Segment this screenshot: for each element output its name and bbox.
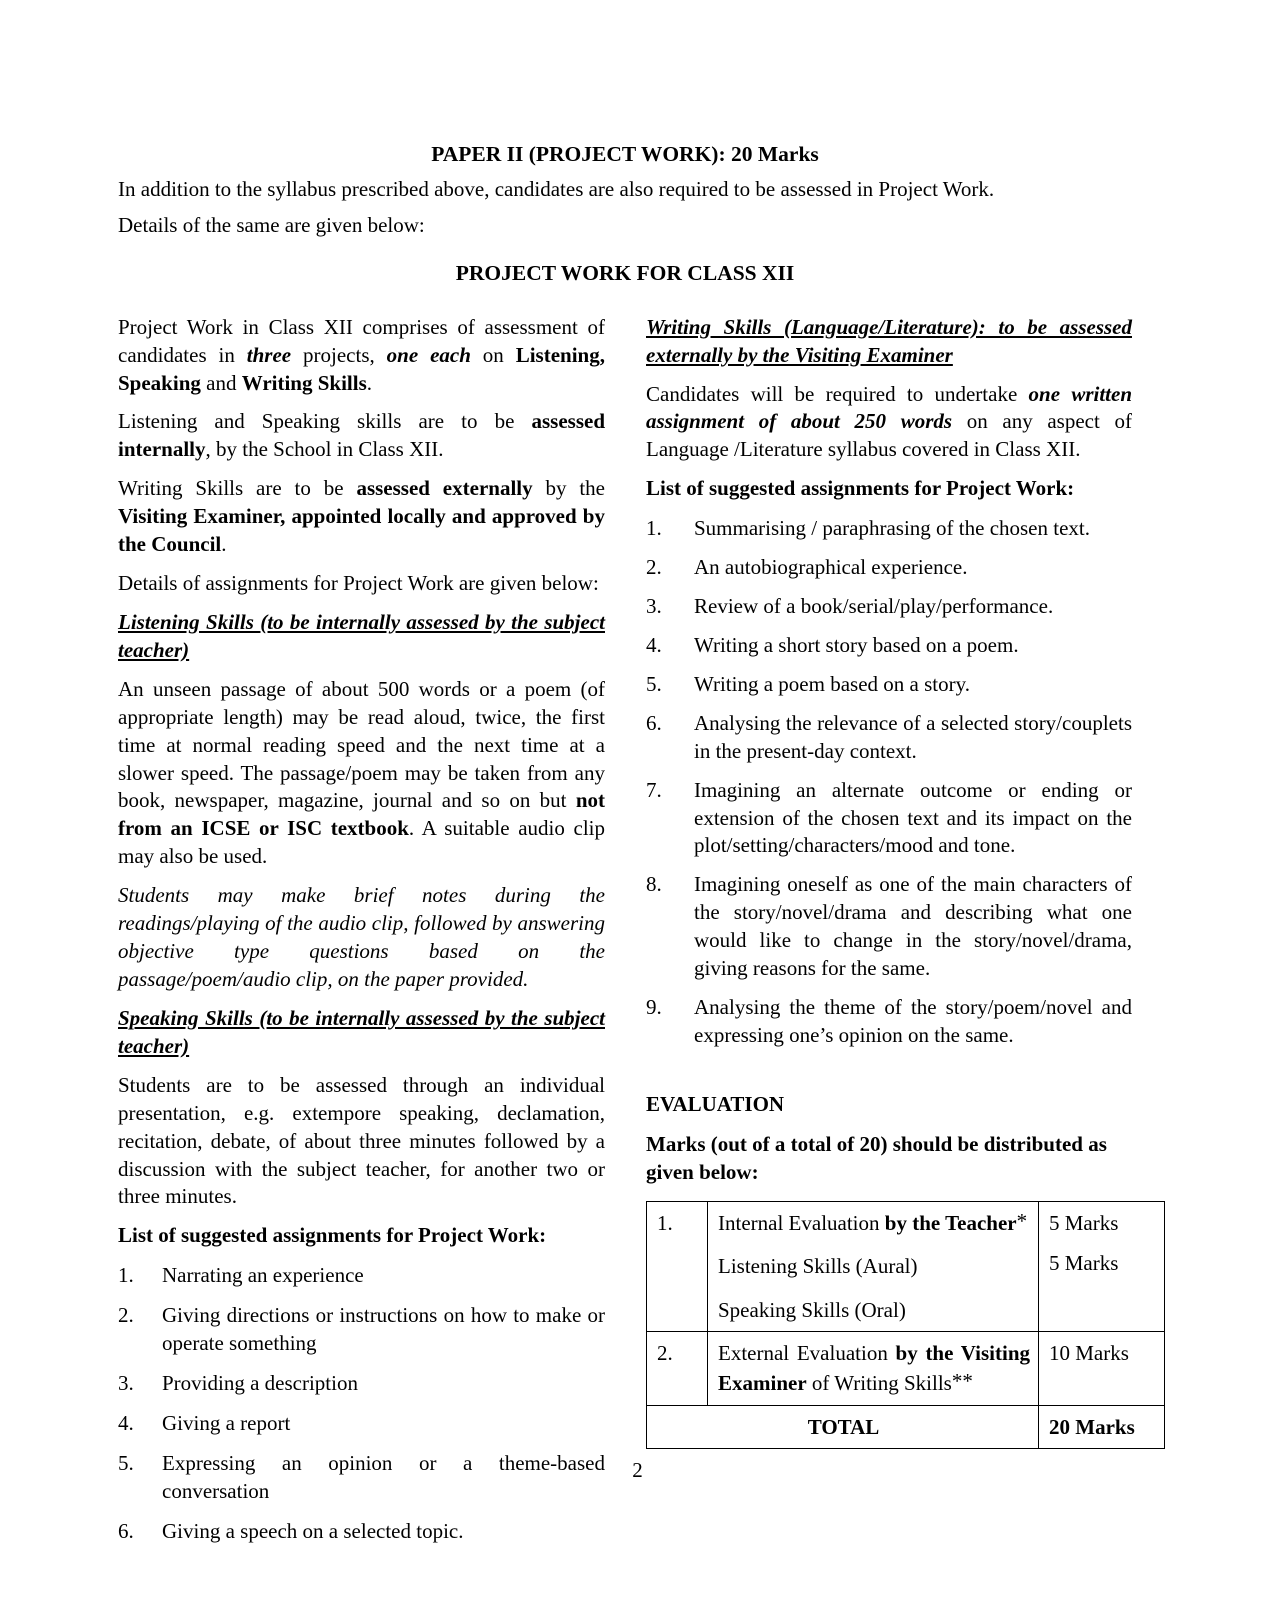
page-title: PAPER II (PROJECT WORK): 20 Marks (431, 142, 819, 166)
list-item (646, 593, 1132, 621)
list-item-text: Imagining an alternate outcome or ending or extension of the chosen text and its impact on the plot/setting/characters/mood and tone. (694, 777, 1132, 858)
text-run: Internal Evaluation (718, 1210, 885, 1235)
text-run: of Writing Skills (806, 1371, 952, 1396)
emphasis-assessed-internally: assessed internally (118, 409, 605, 462)
description-line: Listening Skills (Aural) (718, 1254, 918, 1279)
row-number: 2. (647, 1332, 708, 1406)
list-item-number: 5. (118, 1450, 134, 1475)
list-item-number: 3. (118, 1371, 134, 1396)
list-item (646, 515, 1132, 543)
list-item-text: Providing a description (162, 1371, 358, 1396)
footnote-marker: ** (951, 1369, 973, 1394)
marks-distribution-table (646, 1201, 1165, 1450)
left-column (118, 314, 605, 1558)
emphasis-one-written-assignment: one written assignment of about 250 words (646, 381, 1133, 434)
list-item-text: Analysing the theme of the story/poem/novel and expressing one’s opinion on the same. (694, 995, 1132, 1048)
list-item (118, 1302, 605, 1358)
speaking-skills-heading: Speaking Skills (to be internally assessed by the subject teacher) (118, 1005, 605, 1058)
text-run: External Evaluation (718, 1341, 896, 1366)
description-line (718, 1208, 1030, 1238)
list-item-text: Expressing an opinion or a theme-based conversation (162, 1450, 605, 1503)
evaluation-heading: EVALUATION (646, 1091, 785, 1116)
text-run: , by the School in Class XII. (205, 437, 444, 462)
emphasis-visiting-examiner: Visiting Examiner, appointed locally and approved by the Council (118, 504, 605, 557)
left-paragraph-external (118, 475, 605, 559)
text-run: on (470, 342, 516, 367)
right-column (646, 314, 1135, 1558)
table-row (647, 1332, 1165, 1406)
list-item (646, 871, 1132, 983)
row-marks (1039, 1332, 1165, 1406)
emphasis-writing-skills: Writing Skills (241, 370, 367, 395)
text-run: Project Work in Class XII comprises of assessment of candidates in (118, 314, 605, 367)
text-run: Candidates will be required to undertake (646, 381, 1029, 406)
text-run: . (221, 532, 227, 557)
list-item (118, 1262, 605, 1290)
emphasis-assessed-externally: assessed externally (356, 476, 533, 501)
marks-value: 5 Marks (1049, 1210, 1119, 1235)
left-assignments-heading: List of suggested assignments for Project Work: (118, 1223, 547, 1248)
section-heading: PROJECT WORK FOR CLASS XII (455, 260, 795, 285)
left-paragraph-internal (118, 408, 605, 464)
list-item-text: Review of a book/serial/play/performance. (694, 594, 1054, 619)
footnote-marker: * (1016, 1208, 1028, 1233)
text-run: Listening and Speaking skills are to be (118, 409, 532, 434)
writing-skills-heading: Writing Skills (Language/Literature): to be assessed externally by the Visiting Examiner (646, 314, 1132, 367)
text-run: An unseen passage of about 500 words or a poem (of appropriate length) may be read aloud, twice, the first time at normal reading speed and the next time at a slower speed. The passage/poem may be taken from any book, newspaper, magazine, journal and so on but (118, 676, 605, 813)
emphasis-listening-speaking: Listening, Speaking (118, 342, 605, 395)
list-item (646, 632, 1132, 660)
text-run: Writing Skills are to be (118, 476, 357, 501)
list-item-text: Narrating an experience (162, 1263, 364, 1288)
emphasis-not-from-textbook: not from an ICSE or ISC textbook (118, 788, 605, 841)
right-assignments-heading: List of suggested assignments for Project Work: (646, 476, 1075, 501)
total-label: TOTAL (647, 1405, 1039, 1448)
text-run: by the (532, 476, 606, 501)
writing-skills-paragraph (646, 381, 1132, 465)
list-item-number: 9. (646, 995, 662, 1020)
list-item-number: 5. (646, 671, 662, 696)
text-run: projects, (291, 342, 387, 367)
left-paragraph-overview (118, 314, 605, 398)
list-item-number: 8. (646, 872, 662, 897)
list-item-number: 3. (646, 594, 662, 619)
right-assignments-list (646, 515, 1132, 1050)
list-item-text: Giving a report (162, 1411, 291, 1435)
row-description (708, 1332, 1039, 1406)
row-number: 1. (647, 1201, 708, 1331)
list-item-text: Analysing the relevance of a selected story/couplets in the present-day context. (694, 710, 1132, 763)
description-line (718, 1338, 1030, 1399)
intro-paragraph-2: Details of the same are given below: (118, 212, 425, 237)
list-item-number: 2. (118, 1303, 134, 1328)
list-item-number: 4. (646, 632, 662, 657)
list-item (646, 994, 1132, 1050)
page-content (118, 140, 1135, 1558)
list-item-text: Writing a poem based on a story. (694, 671, 970, 696)
page-number: 2 (632, 1458, 643, 1482)
list-item-text: Giving a speech on a selected topic. (162, 1518, 464, 1543)
emphasis-by-the-visiting-examiner: by the Visiting Examiner (718, 1341, 1031, 1396)
table-row-total (647, 1405, 1165, 1448)
marks-distribution-heading: Marks (out of a total of 20) should be distributed as given below: (646, 1131, 1107, 1184)
text-run: on any aspect of Language /Literature syllabus covered in Class XII. (646, 409, 1132, 462)
listening-skills-paragraph (118, 676, 605, 871)
list-item-number: 6. (118, 1518, 134, 1543)
total-marks: 20 Marks (1039, 1405, 1165, 1448)
two-column-body (118, 314, 1135, 1558)
list-item-number: 7. (646, 777, 662, 802)
emphasis-by-the-teacher: by the Teacher (884, 1210, 1017, 1235)
list-item (646, 710, 1132, 766)
list-item-number: 6. (646, 710, 662, 735)
text-run: and (200, 370, 242, 395)
section-spacer (646, 1061, 1132, 1091)
list-item-number: 1. (646, 516, 662, 541)
list-item-text: Summarising / paraphrasing of the chosen text. (694, 516, 1090, 541)
list-item-number: 1. (118, 1263, 134, 1288)
intro-paragraph-1: In addition to the syllabus prescribed above, candidates are also required to be assessed in Project Work. (118, 177, 995, 202)
marks-value: 5 Marks (1049, 1251, 1119, 1276)
list-item-number: 4. (118, 1411, 134, 1435)
list-item (118, 1410, 605, 1438)
list-item-number: 2. (646, 555, 662, 580)
speaking-skills-paragraph: Students are to be assessed through an individual presentation, e.g. extempore speaking, declamation, recitation, debate, of about three minutes followed by a discussion with the subject teacher, for another two or three minutes. (118, 1072, 605, 1209)
description-line: Speaking Skills (Oral) (718, 1297, 906, 1322)
list-item (646, 777, 1132, 861)
list-item (646, 671, 1132, 699)
row-description (708, 1201, 1039, 1331)
left-paragraph-details: Details of assignments for Project Work are given below: (118, 571, 599, 596)
list-item (646, 554, 1132, 582)
list-item-text: Writing a short story based on a poem. (694, 632, 1019, 657)
marks-value: 10 Marks (1049, 1341, 1129, 1366)
text-run: . A suitable audio clip may also be used. (118, 816, 605, 869)
listening-skills-note: Students may make brief notes during the readings/playing of the audio clip, followed by answering objective type questions based on the passage/poem/audio clip, on the paper provided. (118, 883, 605, 992)
row-marks (1039, 1201, 1165, 1331)
table-row (647, 1201, 1165, 1331)
text-run: . (366, 370, 373, 395)
list-item (118, 1518, 605, 1546)
list-item-text: Imagining oneself as one of the main characters of the story/novel/drama and describing what one would like to change in the story/novel/drama, giving reasons for the same. (694, 872, 1132, 981)
list-item-text: An autobiographical experience. (694, 555, 968, 580)
list-item-text: Giving directions or instructions on how to make or operate something (162, 1303, 605, 1356)
emphasis-three: three (246, 342, 292, 367)
left-assignments-list (118, 1262, 605, 1545)
listening-skills-heading: Listening Skills (to be internally assessed by the subject teacher) (118, 609, 605, 662)
list-item (118, 1370, 605, 1398)
emphasis-one-each: one each (386, 342, 471, 367)
